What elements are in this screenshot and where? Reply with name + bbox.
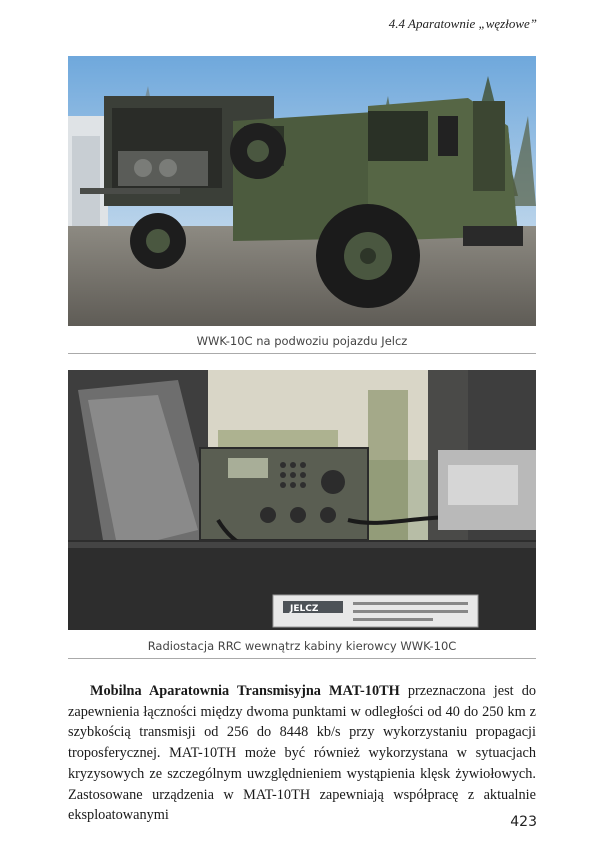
page-number: 423: [510, 814, 537, 830]
paragraph-text: przeznaczona jest do zapewnienia łączności między dwoma punktami w odległości od 40 do 250 km z szybkością transmisji od 256 do 8448 kb/s przy wykorzystaniu propagacji troposferycznej. MAT-10TH może być również wykorzystana w sytuacjach kryzysowych ze szczególnym uwzględnieniem wystąpienia klęsk żywiołowych. Zastosowane urządzenia w MAT-10TH zapewniają współpracę z aktualnie eksploatowanymi: [68, 683, 536, 824]
plate-brand-text: JELCZ: [290, 604, 319, 614]
figure-caption: WWK-10C na podwoziu pojazdu Jelcz: [196, 334, 408, 348]
truck-photo: [68, 56, 536, 326]
body-paragraph: [68, 681, 536, 826]
paragraph-lead: Mobilna Aparatownia Transmisyjna MAT-10TH: [90, 683, 400, 699]
figure-caption: Radiostacja RRC wewnątrz kabiny kierowcy WWK-10C: [147, 639, 457, 653]
caption-rule: [68, 353, 536, 354]
radio-photo: [68, 370, 536, 630]
running-head: 4.4 Aparatownie „węzłowe”: [388, 16, 537, 31]
caption-rule: [68, 658, 536, 659]
